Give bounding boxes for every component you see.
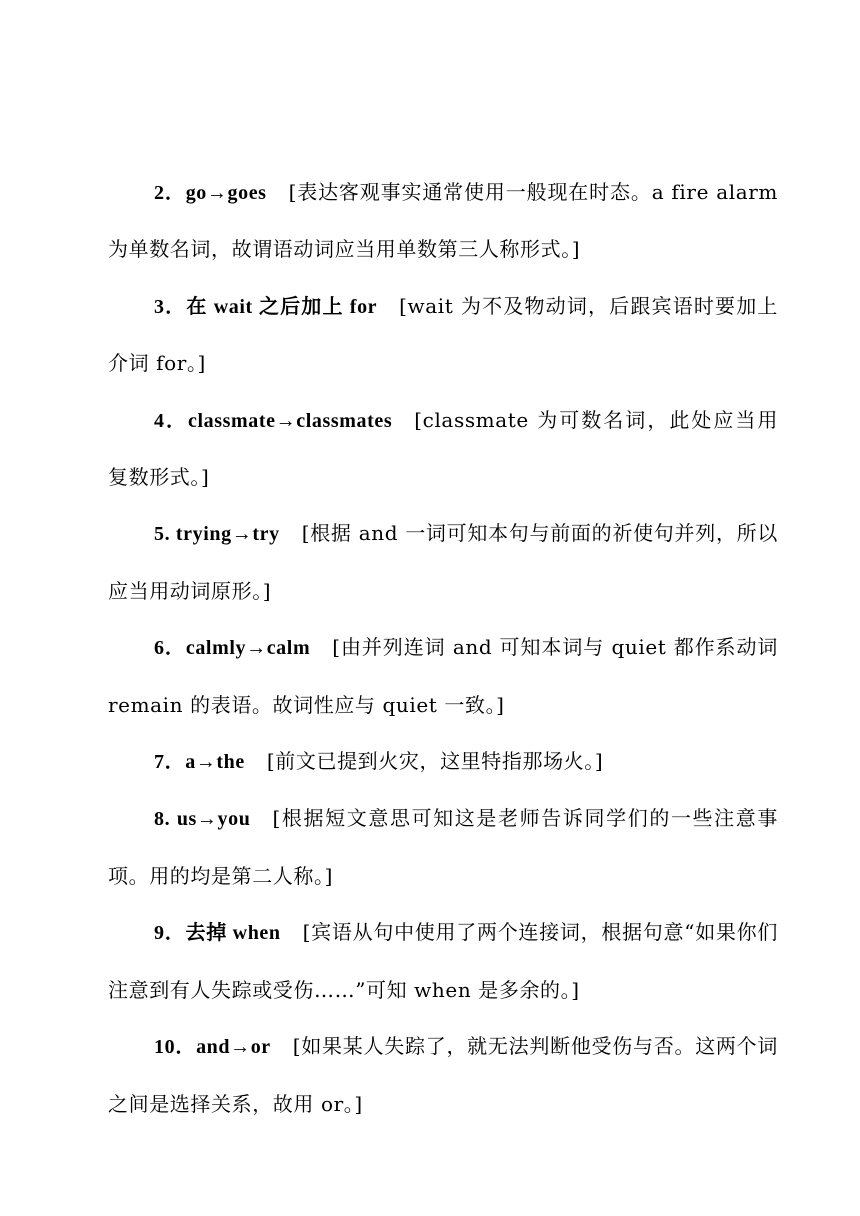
answer-number: 4． <box>154 409 189 432</box>
answer-number: 6． <box>154 637 186 660</box>
answer-number: 9． <box>154 922 186 945</box>
answer-explanation: [宾语从句中使用了两个连接词，根据句意“如果你们注意到有人失踪或受伤……”可知 when 是多余的。] <box>108 920 778 1002</box>
answer-correction: classmate→classmates <box>188 409 393 432</box>
answer-explanation: [classmate 为可数名词，此处应当用复数形式。] <box>108 407 779 490</box>
answer-item-5 <box>108 505 778 619</box>
answer-explanation: [前文已提到火灾，这里特指那场火。] <box>266 749 604 774</box>
answer-explanation: [wait 为不及物动词，后跟宾语时要加上介词 for。] <box>108 293 778 376</box>
answer-correction: a→the <box>185 751 245 774</box>
answer-item-2 <box>108 164 778 278</box>
answer-explanation: [根据短文意思可知这是老师告诉同学们的一些注意事项。用的均是第二人称。] <box>108 806 779 888</box>
answer-correction: and→or <box>196 1036 271 1059</box>
answer-correction: go→goes <box>185 182 267 204</box>
answer-list <box>108 164 778 1132</box>
answer-item-8 <box>108 790 778 904</box>
answer-item-10 <box>108 1018 778 1132</box>
answer-explanation: [根据 and 一词可知本句与前面的祈使句并列，所以应当用动词原形。] <box>108 521 778 603</box>
answer-number: 10． <box>154 1036 197 1059</box>
answer-correction: 去掉 when <box>185 922 281 945</box>
answer-correction: calmly→calm <box>185 637 311 660</box>
answer-explanation: [表达客观事实通常使用一般现在时态。a fire alarm 为单数名词，故谓语动词应当用单数第三人称形式。] <box>108 180 778 262</box>
answer-explanation: [如果某人失踪了，就无法判断他受伤与否。这两个词之间是选择关系，故用 or。] <box>108 1034 778 1116</box>
answer-item-4 <box>108 392 778 506</box>
answer-item-3 <box>108 278 778 392</box>
answer-number: 8. <box>154 808 177 831</box>
answer-item-9 <box>108 904 778 1018</box>
answer-number: 5. <box>154 523 176 546</box>
answer-correction: trying→try <box>175 523 280 546</box>
answer-item-7 <box>108 733 778 790</box>
answer-correction: us→you <box>176 808 251 831</box>
answer-number: 3． <box>154 295 187 318</box>
answer-number: 7． <box>154 751 186 774</box>
answer-explanation: [由并列连词 and 可知本词与 quiet 都作系动词 remain 的表语。故词性应与 quiet 一致。] <box>108 635 779 717</box>
answer-item-6 <box>108 619 778 733</box>
answer-number: 2． <box>154 182 186 204</box>
answer-correction: 在 wait 之后加上 for <box>186 295 378 318</box>
